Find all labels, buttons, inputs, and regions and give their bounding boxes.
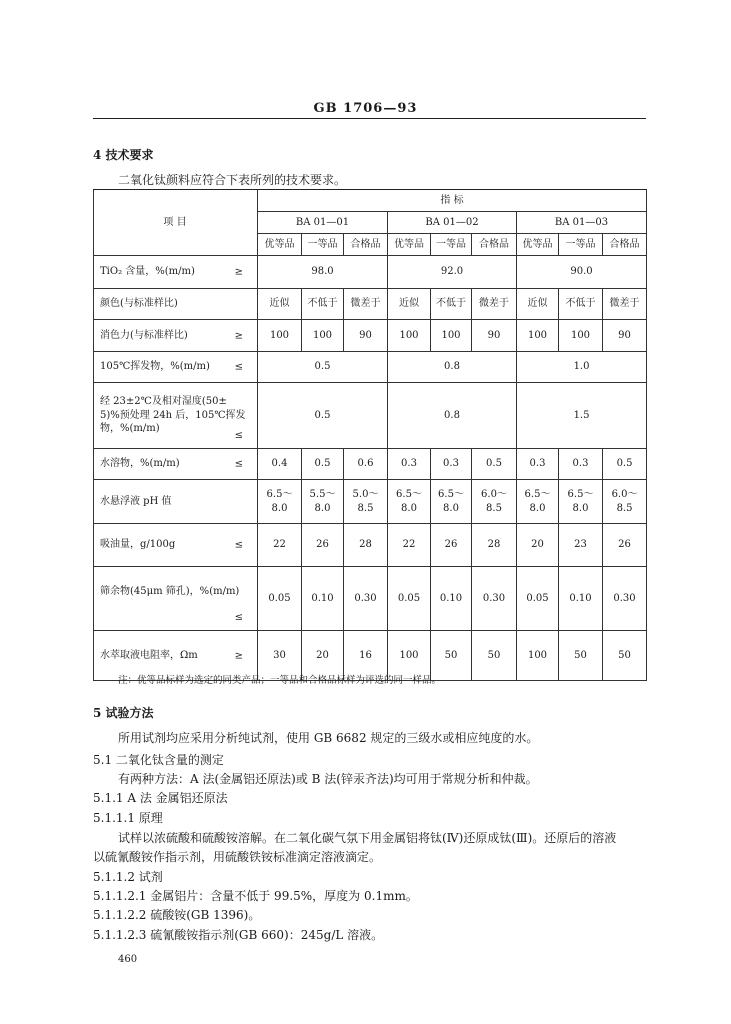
body-line: 5.1.1.2 试剂 <box>93 870 163 884</box>
body-line: 5.1 二氧化钛含量的测定 <box>93 753 224 767</box>
value-cell: 100 <box>388 631 431 681</box>
value-cell: 50 <box>431 631 472 681</box>
index-header: 指 标 <box>258 190 647 212</box>
value-cell: 6.5～ 8.0 <box>431 480 472 524</box>
value-cell: 0.3 <box>431 449 472 480</box>
value-cell: 0.05 <box>517 567 559 631</box>
merged-value-cell: 1.5 <box>517 383 647 449</box>
value-cell: 0.5 <box>472 449 517 480</box>
value-cell: 近似 <box>517 289 559 320</box>
level-header: 一等品 <box>431 234 472 256</box>
value-cell: 0.05 <box>258 567 302 631</box>
body-line: 所用试剂均应采用分析纯试剂，使用 GB 6682 规定的三级水或相应纯度的水。 <box>118 731 539 745</box>
row-item-text: TiO₂ 含量，%(m/m) <box>100 266 195 278</box>
comparison-symbol: ≥ <box>234 329 243 341</box>
value-cell: 0.30 <box>472 567 517 631</box>
grade-header: BA 01—01 <box>258 212 388 234</box>
row-item-label <box>94 289 258 320</box>
value-cell: 0.10 <box>302 567 344 631</box>
value-cell: 100 <box>302 320 344 352</box>
comparison-symbol: ≤ <box>234 361 243 373</box>
value-cell: 20 <box>302 631 344 681</box>
level-header: 一等品 <box>302 234 344 256</box>
value-cell: 5.0～ 8.5 <box>344 480 388 524</box>
value-cell: 50 <box>603 631 647 681</box>
value-cell: 微差于 <box>344 289 388 320</box>
value-cell: 0.30 <box>344 567 388 631</box>
value-cell: 22 <box>258 524 302 567</box>
row-item-text: 消色力(与标准样比) <box>100 329 188 341</box>
value-cell: 16 <box>344 631 388 681</box>
value-cell: 0.10 <box>431 567 472 631</box>
value-cell: 微差于 <box>603 289 647 320</box>
value-cell: 100 <box>431 320 472 352</box>
value-cell: 6.5～ 8.0 <box>388 480 431 524</box>
body-line: 5.1.1.2.2 硫酸铵(GB 1396)。 <box>93 908 261 922</box>
value-cell: 100 <box>517 320 559 352</box>
table-note: 注：优等品标样为选定的同类产品；一等品和合格品标样为评选的同一样品。 <box>118 675 442 686</box>
row-item-text: 吸油量，g/100g <box>100 539 176 551</box>
level-header: 合格品 <box>472 234 517 256</box>
value-cell: 不低于 <box>559 289 603 320</box>
technical-requirements-table <box>93 189 647 681</box>
table-row <box>94 449 647 480</box>
section-heading: 5 试验方法 <box>93 706 154 720</box>
value-cell: 6.0～ 8.5 <box>603 480 647 524</box>
row-item-label <box>94 256 258 289</box>
table-row <box>94 524 647 567</box>
value-cell: 6.5～ 8.0 <box>258 480 302 524</box>
value-cell: 0.3 <box>388 449 431 480</box>
level-header: 优等品 <box>258 234 302 256</box>
value-cell: 0.5 <box>302 449 344 480</box>
value-cell: 50 <box>559 631 603 681</box>
body-line: 5.1.1 A 法 金属铝还原法 <box>93 791 228 805</box>
value-cell: 20 <box>517 524 559 567</box>
table-row <box>94 383 647 449</box>
value-cell: 100 <box>258 320 302 352</box>
value-cell: 90 <box>603 320 647 352</box>
value-cell: 0.6 <box>344 449 388 480</box>
row-item-line: 经 23±2℃及相对湿度(50± <box>100 396 227 408</box>
grade-header: BA 01—02 <box>388 212 517 234</box>
value-cell: 0.3 <box>559 449 603 480</box>
comparison-symbol: ≤ <box>234 429 243 441</box>
value-cell: 0.30 <box>603 567 647 631</box>
item-header: 项 目 <box>94 190 258 256</box>
value-cell: 90 <box>472 320 517 352</box>
grade-header: BA 01—03 <box>517 212 647 234</box>
row-item-text: 水悬浮液 pH 值 <box>100 495 172 507</box>
value-cell: 0.10 <box>559 567 603 631</box>
row-item-line: 筛余物(45μm 筛孔)，%(m/m) <box>100 585 240 597</box>
merged-value-cell: 0.5 <box>258 352 388 383</box>
value-cell: 28 <box>472 524 517 567</box>
body-line: 5.1.1.2.3 硫氰酸铵指示剂(GB 660)：245g/L 溶液。 <box>93 928 384 942</box>
value-cell: 0.05 <box>388 567 431 631</box>
comparison-symbol: ≤ <box>234 458 243 470</box>
level-header: 合格品 <box>603 234 647 256</box>
value-cell: 30 <box>258 631 302 681</box>
value-cell: 90 <box>344 320 388 352</box>
merged-value-cell: 92.0 <box>388 256 517 289</box>
table-row <box>94 289 647 320</box>
table-row <box>94 256 647 289</box>
row-item-line: 5)%预处理 24h 后，105℃挥发 <box>100 409 246 421</box>
table-row <box>94 320 647 352</box>
merged-value-cell: 98.0 <box>258 256 388 289</box>
merged-value-cell: 90.0 <box>517 256 647 289</box>
merged-value-cell: 0.5 <box>258 383 388 449</box>
row-item-text: 颜色(与标准样比) <box>100 298 178 310</box>
value-cell: 26 <box>302 524 344 567</box>
value-cell: 28 <box>344 524 388 567</box>
value-cell: 26 <box>431 524 472 567</box>
section-4-title: 4 技术要求 <box>93 148 154 162</box>
value-cell: 0.3 <box>517 449 559 480</box>
table-row <box>94 567 647 631</box>
table-row <box>94 480 647 524</box>
merged-value-cell: 0.8 <box>388 383 517 449</box>
value-cell: 近似 <box>258 289 302 320</box>
row-item-label <box>94 320 258 352</box>
row-item-text: 105℃挥发物，%(m/m) <box>100 361 210 373</box>
table-row <box>94 352 647 383</box>
value-cell: 微差于 <box>472 289 517 320</box>
header-row-index <box>94 190 647 212</box>
body-line: 试样以浓硫酸和硫酸铵溶解。在二氧化碳气氛下用金属铝将钛(Ⅳ)还原成钛(Ⅲ)。还原后的溶液 <box>118 831 617 845</box>
value-cell: 6.5～ 8.0 <box>559 480 603 524</box>
row-item-label <box>94 524 258 567</box>
merged-value-cell: 1.0 <box>517 352 647 383</box>
value-cell: 6.0～ 8.5 <box>472 480 517 524</box>
comparison-symbol: ≥ <box>234 649 243 661</box>
merged-value-cell: 0.8 <box>388 352 517 383</box>
row-item-text: 水溶物，%(m/m) <box>100 458 180 470</box>
comparison-symbol: ≤ <box>234 539 243 551</box>
value-cell: 6.5～ 8.0 <box>517 480 559 524</box>
row-item-label <box>94 383 258 449</box>
level-header: 合格品 <box>344 234 388 256</box>
body-line: 以硫氰酸铵作指示剂，用硫酸铁铵标准滴定溶液滴定。 <box>93 850 382 864</box>
value-cell: 0.4 <box>258 449 302 480</box>
value-cell: 不低于 <box>431 289 472 320</box>
row-item-label <box>94 352 258 383</box>
value-cell: 23 <box>559 524 603 567</box>
body-line: 5.1.1.2.1 金属铝片：含量不低于 99.5%，厚度为 0.1mm。 <box>93 889 418 903</box>
value-cell: 0.5 <box>603 449 647 480</box>
body-line: 5.1.1.1 原理 <box>93 811 163 825</box>
level-header: 一等品 <box>559 234 603 256</box>
header-rule <box>93 118 646 119</box>
section-4-intro: 二氧化钛颜料应符合下表所列的技术要求。 <box>118 173 347 187</box>
value-cell: 不低于 <box>302 289 344 320</box>
comparison-symbol: ≥ <box>234 266 243 278</box>
value-cell: 近似 <box>388 289 431 320</box>
value-cell: 26 <box>603 524 647 567</box>
value-cell: 100 <box>559 320 603 352</box>
level-header: 优等品 <box>517 234 559 256</box>
level-header: 优等品 <box>388 234 431 256</box>
row-item-label <box>94 567 258 631</box>
value-cell: 100 <box>388 320 431 352</box>
row-item-line: 物，%(m/m) <box>100 423 160 435</box>
value-cell: 50 <box>472 631 517 681</box>
value-cell: 100 <box>517 631 559 681</box>
row-item-label <box>94 480 258 524</box>
standard-code-header: GB 1706—93 <box>313 101 418 116</box>
row-item-text: 水萃取液电阻率，Ωm <box>100 649 198 661</box>
row-item-label <box>94 449 258 480</box>
body-line: 有两种方法：A 法(金属铝还原法)或 B 法(锌汞齐法)均可用于常规分析和仲裁。 <box>118 772 538 786</box>
page-number: 460 <box>118 954 138 965</box>
value-cell: 22 <box>388 524 431 567</box>
value-cell: 5.5～ 8.0 <box>302 480 344 524</box>
comparison-symbol: ≤ <box>234 611 243 623</box>
